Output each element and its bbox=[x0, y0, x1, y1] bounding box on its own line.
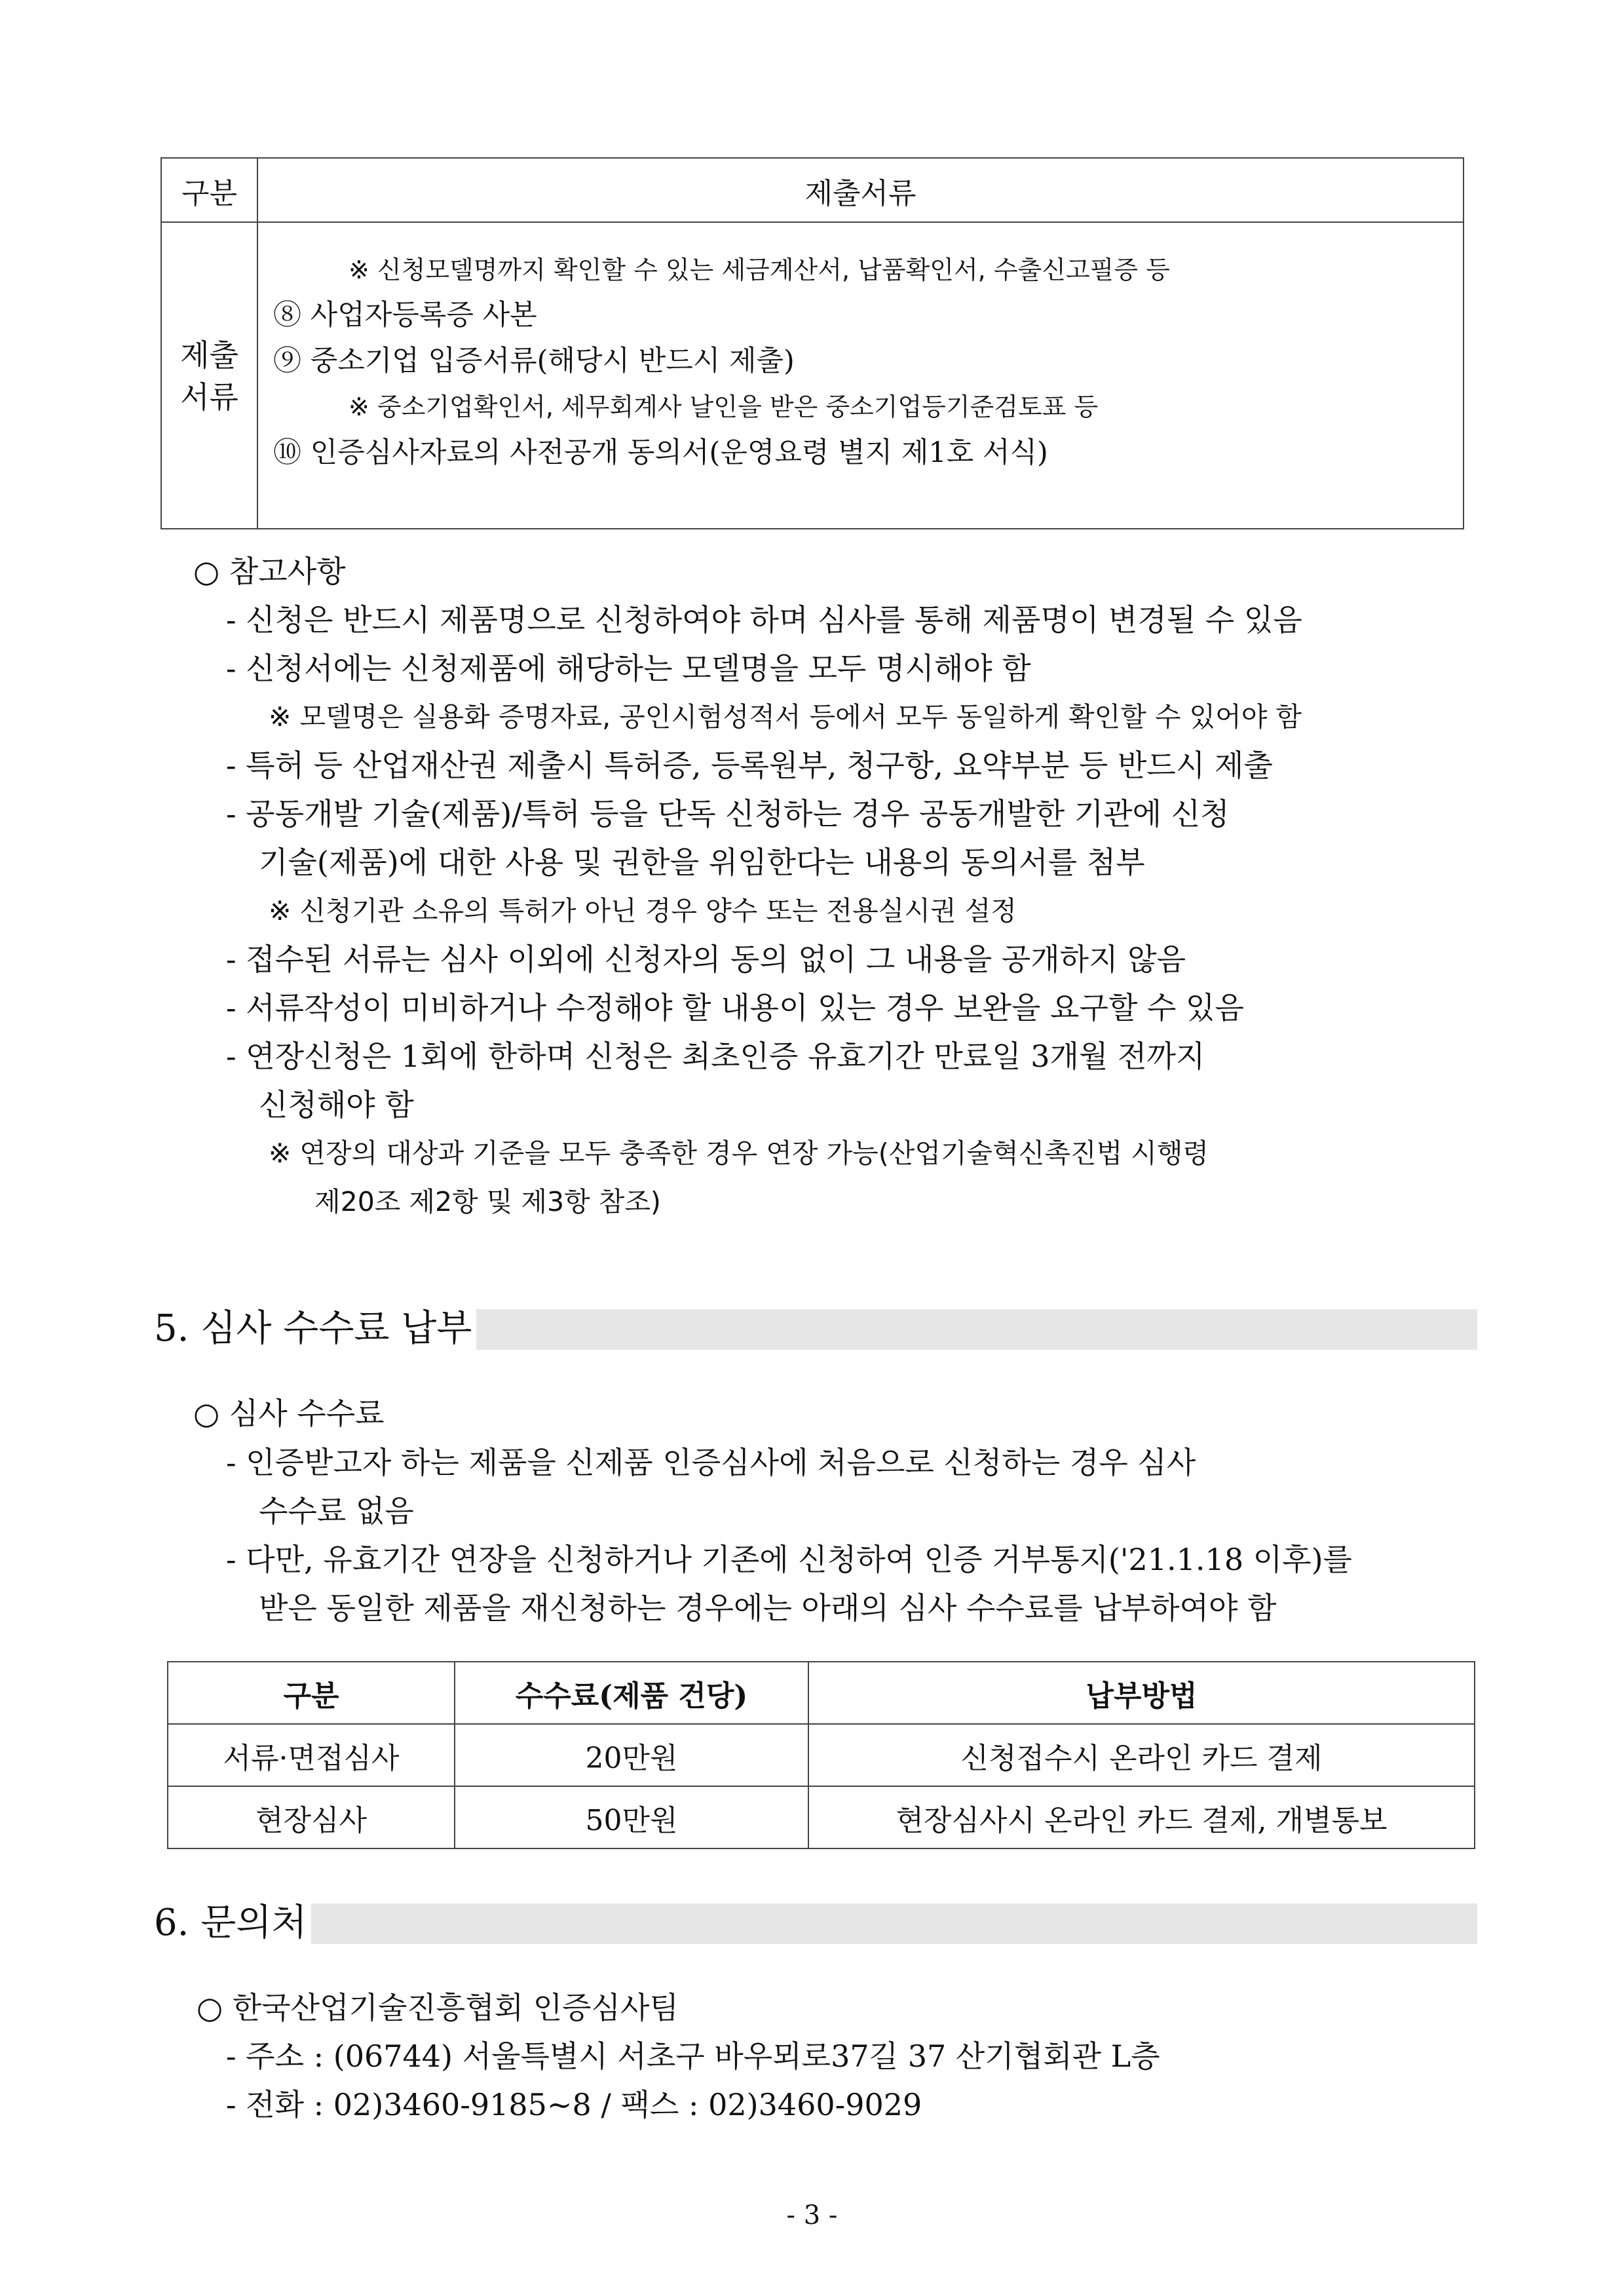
table-cell: 서류·면접심사 bbox=[168, 1724, 455, 1786]
note-line-cont: 신청해야 함 bbox=[259, 1087, 414, 1122]
table-cell: 20만원 bbox=[455, 1724, 808, 1786]
col-header: 납부방법 bbox=[808, 1662, 1475, 1724]
note-remark-cont: 제20조 제2항 및 제3항 참조) bbox=[314, 1186, 661, 1217]
note-remark: ※ 연장의 대상과 기준을 모두 충족한 경우 연장 가능(산업기술혁신촉진법 시행령 bbox=[269, 1138, 1209, 1169]
category-cell bbox=[162, 223, 257, 529]
fee-line-cont: 받은 동일한 제품을 재신청하는 경우에는 아래의 심사 수수료를 납부하여야 함 bbox=[259, 1590, 1277, 1626]
table-row bbox=[168, 1724, 1475, 1786]
fee-heading: ○ 심사 수수료 bbox=[193, 1396, 385, 1431]
table-cell: 50만원 bbox=[455, 1786, 808, 1848]
fee-line: - 다만, 유효기간 연장을 신청하거나 기존에 신청하여 인증 거부통지('21.1.18 이후)를 bbox=[226, 1542, 1352, 1577]
col-header: 수수료(제품 건당) bbox=[455, 1662, 808, 1724]
section-header bbox=[154, 1309, 1477, 1350]
category-line: 서류 bbox=[180, 379, 238, 415]
contact-org: ○ 한국산업기술진흥협회 인증심사팀 bbox=[197, 1990, 679, 2025]
note-line: - 공동개발 기술(제품)/특허 등을 단독 신청하는 경우 공동개발한 기관에 신청 bbox=[226, 796, 1230, 832]
table-cell: 신청접수시 온라인 카드 결제 bbox=[808, 1724, 1475, 1786]
header-docs: 제출서류 bbox=[804, 177, 916, 210]
docs-cell bbox=[273, 223, 1456, 529]
note-line: - 연장신청은 1회에 한하며 신청은 최초인증 유효기간 만료일 3개월 전까지 bbox=[226, 1039, 1205, 1074]
note-remark: ※ 모델명은 실용화 증명자료, 공인시험성적서 등에서 모두 동일하게 확인할 수 있어야 함 bbox=[269, 701, 1302, 733]
note-line: - 서류작성이 미비하거나 수정해야 할 내용이 있는 경우 보완을 요구할 수 있음 bbox=[226, 990, 1244, 1025]
fee-table bbox=[167, 1661, 1475, 1849]
doc-note: ※ 신청모델명까지 확인할 수 있는 세금계산서, 납품확인서, 수출신고필증 등 bbox=[349, 256, 1170, 284]
table-row bbox=[168, 1786, 1475, 1848]
note-line: - 접수된 서류는 심사 이외에 신청자의 동의 없이 그 내용을 공개하지 않음 bbox=[226, 942, 1186, 977]
category-line: 제출 bbox=[180, 337, 238, 373]
col-header: 구분 bbox=[168, 1662, 455, 1724]
fee-line: - 인증받고자 하는 제품을 신제품 인증심사에 처음으로 신청하는 경우 심사 bbox=[226, 1445, 1196, 1480]
section-title: 6. 문의처 bbox=[154, 1902, 311, 1944]
doc-item: ⑧ 사업자등록증 사본 bbox=[273, 299, 537, 332]
note-line: - 신청서에는 신청제품에 해당하는 모델명을 모두 명시해야 함 bbox=[226, 651, 1031, 686]
submission-docs-table bbox=[161, 157, 1464, 529]
page-number: - 3 - bbox=[786, 2200, 838, 2230]
section-header bbox=[154, 1904, 1477, 1944]
table-cell: 현장심사 bbox=[168, 1786, 455, 1848]
contact-phone: - 전화 : 02)3460-9185~8 / 팩스 : 02)3460-9029 bbox=[226, 2087, 922, 2122]
notes-heading: ○ 참고사항 bbox=[193, 554, 346, 589]
table-cell: 현장심사시 온라인 카드 결제, 개별통보 bbox=[808, 1786, 1475, 1848]
section-title: 5. 심사 수수료 납부 bbox=[154, 1308, 476, 1350]
fee-line-cont: 수수료 없음 bbox=[259, 1493, 414, 1529]
contact-address: - 주소 : (06744) 서울특별시 서초구 바우뫼로37길 37 산기협회관 L층 bbox=[226, 2038, 1160, 2074]
note-line-cont: 기술(제품)에 대한 사용 및 권한을 위임한다는 내용의 동의서를 첨부 bbox=[259, 845, 1145, 880]
note-remark: ※ 신청기관 소유의 특허가 아닌 경우 양수 또는 전용실시권 설정 bbox=[269, 895, 1017, 927]
note-line: - 신청은 반드시 제품명으로 신청하여야 하며 심사를 통해 제품명이 변경될 수 있음 bbox=[226, 602, 1302, 638]
doc-item: ⑨ 중소기업 입증서류(해당시 반드시 제출) bbox=[273, 345, 795, 377]
table-header-row bbox=[168, 1662, 1475, 1724]
doc-note: ※ 중소기업확인서, 세무회계사 날인을 받은 중소기업등기준검토표 등 bbox=[349, 392, 1099, 421]
header-category: 구분 bbox=[181, 177, 237, 210]
note-line: - 특허 등 산업재산권 제출시 특허증, 등록원부, 청구항, 요약부분 등 반드시 제출 bbox=[226, 748, 1273, 783]
doc-item: ⑩ 인증심사자료의 사전공개 동의서(운영요령 별지 제1호 서식) bbox=[273, 436, 1048, 469]
